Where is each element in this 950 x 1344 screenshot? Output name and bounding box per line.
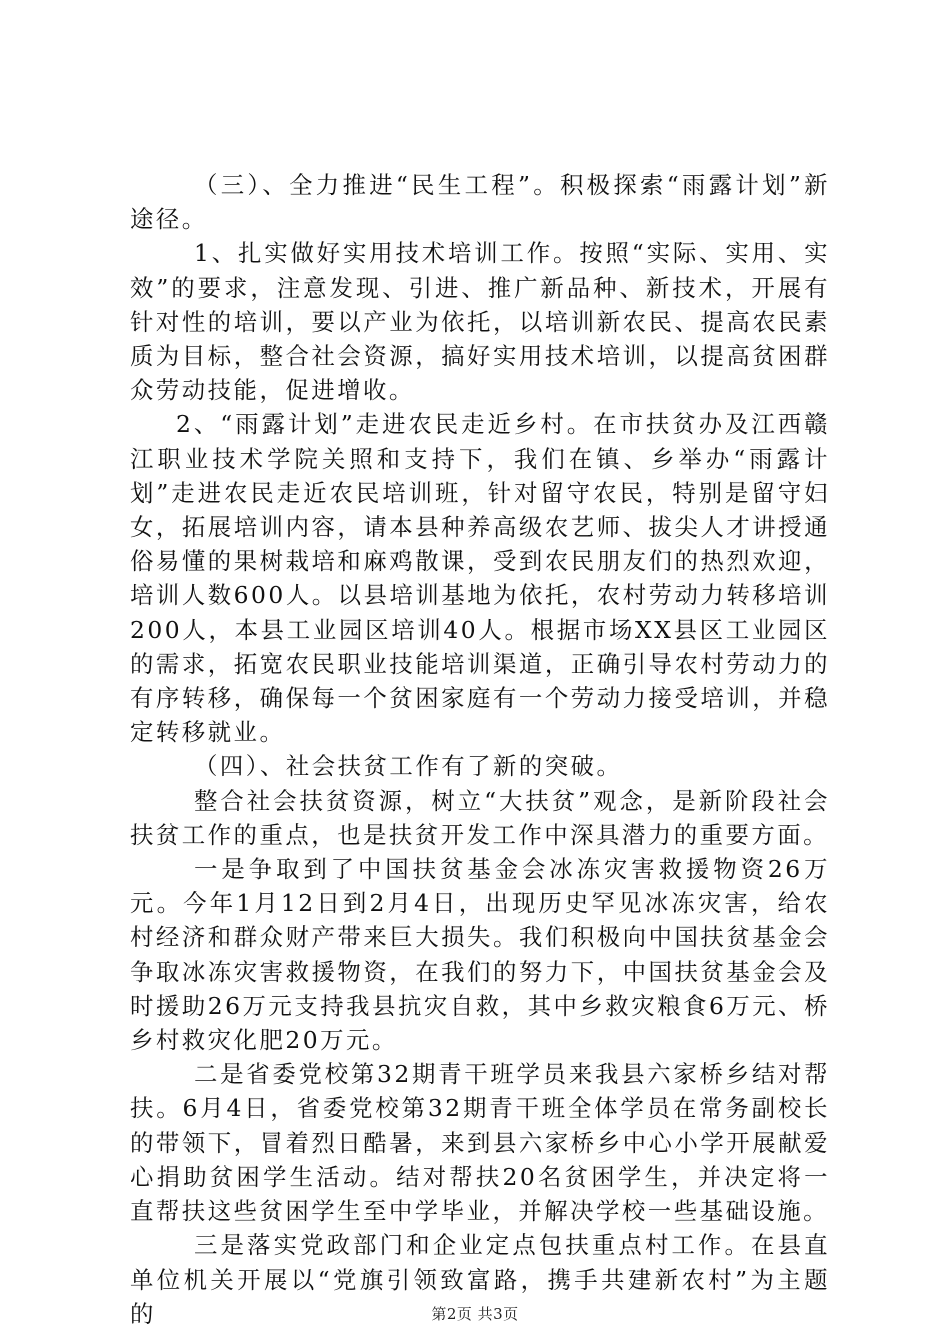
page-footer: 第2页 共3页	[431, 1305, 519, 1323]
paragraph-item-2: 2、“雨露计划”走进农民走近乡村。在市扶贫办及江西赣江职业技术学院关照和支持下，我们在镇、乡举办“雨露计划”走进农民走近农民培训班，针对留守农民，特别是留守妇女，拓展培训内容，请本县种养高级农艺师、拔尖人才讲授通俗易懂的果树栽培和麻鸡散课，受到农民朋友们的热烈欢迎，培训人数600人。以县培训基地为依托，农村劳动力转移培训200人，本县工业园区培训40人。根据市场XX县区工业园区的需求，拓宽农民职业技能培训渠道，正确引导农村劳动力的有序转移，确保每一个贫困家庭有一个劳动力接受培训，并稳定转移就业。	[130, 410, 830, 747]
document-body	[130, 168, 830, 1331]
section-heading-4: （四）、社会扶贫工作有了新的突破。	[194, 752, 623, 781]
paragraph-item-1: 1、扎实做好实用技术培训工作。按照“实际、实用、实效”的要求，注意发现、引进、推广新品种、新技术，开展有针对性的培训，要以产业为依托，以培训新农民、提高农民素质为目标，整合社会资源，搞好实用技术培训，以提高贫困群众劳动技能，促进增收。	[130, 239, 830, 405]
paragraph-intro: 整合社会扶贫资源，树立“大扶贫”观念，是新阶段社会扶贫工作的重点，也是扶贫开发工作中深具潜力的重要方面。	[130, 786, 830, 849]
section-heading-3: （三）、全力推进“民生工程”。积极探索“雨露计划”新途径。	[130, 171, 830, 234]
paragraph-second: 二是省委党校第32期青干班学员来我县六家桥乡结对帮扶。6月4日，省委党校第32期青干班全体学员在常务副校长的带领下，冒着烈日酷暑，来到县六家桥乡中心小学开展献爱心捐助贫困学生活动。结对帮扶20名贫困学生，并决定将一直帮扶这些贫困学生至中学毕业，并解决学校一些基础设施。	[130, 1060, 830, 1226]
paragraph-first: 一是争取到了中国扶贫基金会冰冻灾害救援物资26万元。今年1月12日到2月4日，出现历史罕见冰冻灾害，给农村经济和群众财产带来巨大损失。我们积极向中国扶贫基金会争取冰冻灾害救援物资，在我们的努力下，中国扶贫基金会及时援助26万元支持我县抗灾自救，其中乡救灾粮食6万元、桥乡村救灾化肥20万元。	[130, 855, 830, 1055]
paragraph-third: 三是落实党政部门和企业定点包扶重点村工作。在县直单位机关开展以“党旗引领致富路，携手共建新农村”为主题的	[130, 1231, 830, 1328]
